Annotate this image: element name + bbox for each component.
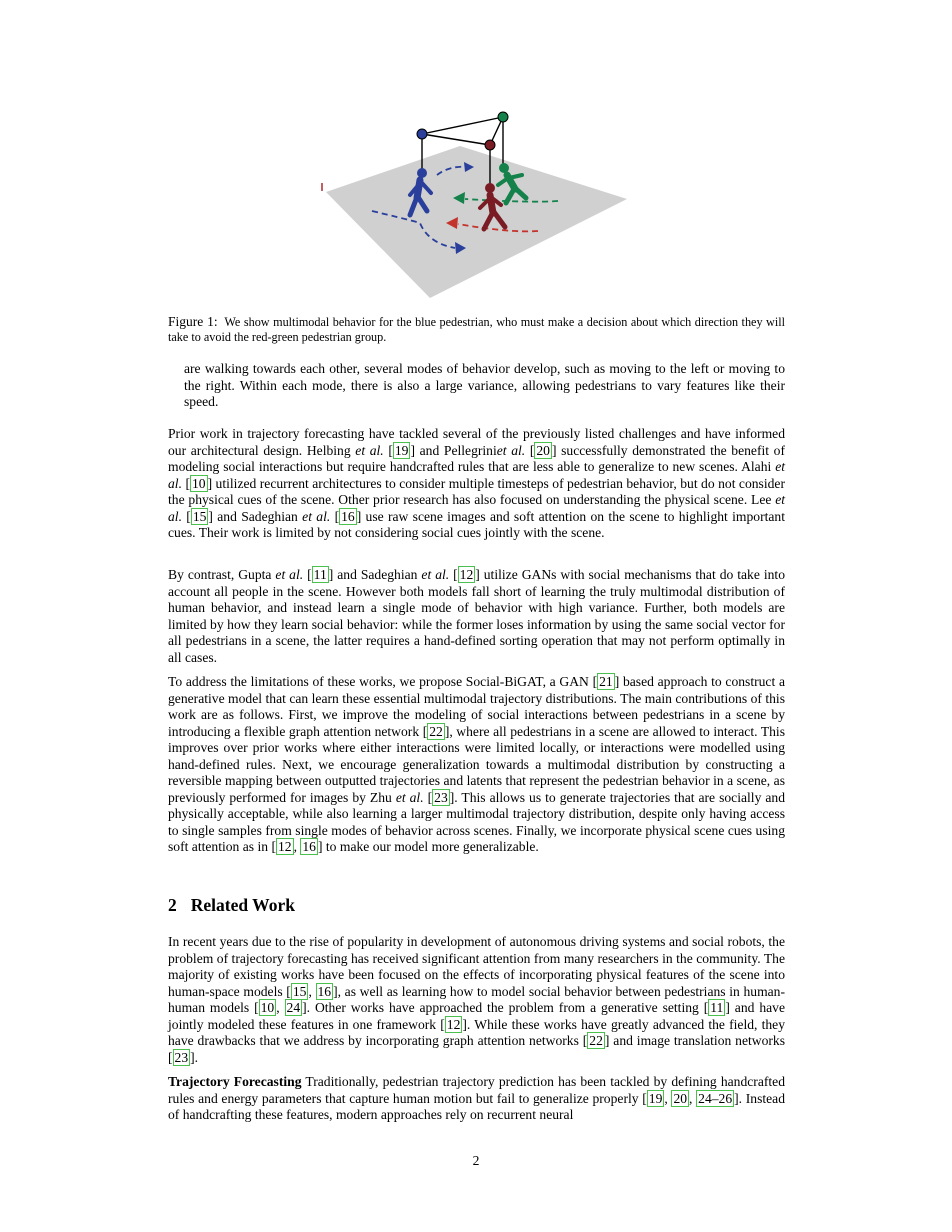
- citation-link[interactable]: 11: [313, 567, 327, 582]
- figure-1-caption: [168, 314, 785, 345]
- red-node: [485, 140, 495, 150]
- page-number: 2: [472, 1153, 480, 1168]
- citation-link[interactable]: 16: [302, 839, 316, 854]
- citation-link[interactable]: 11: [710, 1000, 724, 1015]
- citation-link[interactable]: 22: [589, 1033, 603, 1048]
- green-node: [498, 112, 508, 122]
- paragraph-continued: are walking towards each other, several modes of behavior develop, such as moving to the left or moving to the right. Within each mode, there is also a large variance, allowing pedestrians to vary features like their speed.: [184, 361, 785, 409]
- citation-link[interactable]: 12: [446, 1016, 461, 1032]
- caption-text: We show multimodal behavior for the blue pedestrian, who must make a decision about which direction they will take to avoid the red-green pedestrian group.: [168, 315, 786, 344]
- citation-link[interactable]: 24–26: [698, 1090, 733, 1106]
- section-heading: 2 Related Work: [168, 895, 295, 915]
- citation-link[interactable]: 15: [192, 508, 207, 524]
- citation-link[interactable]: 10: [260, 1000, 275, 1015]
- paragraph-by-contrast: By contrast, Gupta et al. [ 11 ] and Sadeghian et al. [ 12 ] utilize GANs with social mechanisms that do take into account all people in the scene. However both models fall short of learning the truly multimodal distribution of human behavior, and instead learn a single mode of behavior with high variance. Further, both models are limited by how they learn social behavior: while the former loses information by using the same social vector for all pedestrians in a scene, the latter requires a hand-defined sorting operation that may not perform optimally in all cases.: [168, 567, 785, 665]
- paragraph-heading: Trajectory Forecasting: [168, 1074, 302, 1089]
- citation-link[interactable]: 12: [459, 567, 474, 582]
- citation-link[interactable]: 24: [286, 1000, 301, 1015]
- paragraph-contributions: To address the limitations of these works, we propose Social-BiGAT, a GAN [ 21 ] based approach to construct a generative model that can learn these essential multimodal trajectory distributions. The main contributions of this work are as follows. First, we improve the modeling of social interactions between pedestrians in a scene by introducing a flexible graph attention network [ 22 ], where all pedestrians in a scene are allowed to interact. This improves over prior works where either interactions were limited locally, or interactions were modelled using hand-defined rules. Next, we encourage generalization towards a multimodal distribution by constructing a reversible mapping between outputted trajectories and latents that represent the pedestrian behavior in a scene, as previously performed for images by Zhu et al. [ 23 ]. This allows us to generate trajectories that are socially and physically acceptable, while also learning a larger multimodal trajectory distribution, despite only having access to single samples from single modes of behavior across scenes. Finally, we incorporate physical scene cues using soft attention as in [ 12 , 16 ] to make our model more generalizable.: [168, 674, 785, 854]
- citation-link[interactable]: 20: [536, 442, 550, 458]
- citation-link[interactable]: 12: [277, 839, 292, 854]
- citation-link[interactable]: 16: [317, 983, 332, 999]
- figure-1-illustration: [300, 105, 650, 305]
- paragraph-prior-work: Prior work in trajectory forecasting have tackled several of the previously listed challenges and have informed our architectural design. Helbing et al. [ 19 ] and Pellegriniet al. [ 20 ] successfully demonstrated the benefit of modeling social interactions but require handcrafted rules that are less able to generalize to new scenes. Alahi et al. [ 10 ] utilized recurrent architectures to consider multiple timesteps of pedestrian behavior, but do not consider the physical cues of the scene. Other prior research has also focused on understanding the physical scene. Lee et al. [ 15 ] and Sadeghian et al. [ 16 ] use raw scene images and soft attention on the scene to highlight important cues. Their work is limited by not considering social cues jointly with the scene.: [168, 426, 786, 540]
- citation-link[interactable]: 16: [341, 508, 355, 524]
- paragraph-related-work: In recent years due to the rise of popularity in development of autonomous driving systems and social robots, the problem of trajectory forecasting has received significant attention from many researchers in the community. The majority of existing works have been focused on the effects of incorporating physical features of the scene into human-space models [ 15 , 16 ], as well as learning how to model social behavior between pedestrians in human-human models [ 10 , 24 ]. Other works have approached the problem from a generative setting [ 11 ] and have jointly modeled these features in one framework [ 12 ]. While these works have greatly advanced the field, they have drawbacks that we address by incorporating graph attention networks [ 22 ] and image translation networks [ 23 ].: [168, 934, 785, 1065]
- figure-label: Figure 1:: [168, 314, 218, 329]
- ground-plane: [326, 146, 627, 298]
- citation-link[interactable]: 19: [648, 1090, 663, 1106]
- citation-link[interactable]: 19: [394, 442, 409, 458]
- blue-node: [417, 129, 427, 139]
- citation-link[interactable]: 21: [599, 674, 613, 689]
- citation-link[interactable]: 10: [191, 475, 206, 491]
- citation-link[interactable]: 20: [673, 1090, 688, 1106]
- citation-link[interactable]: 23: [434, 789, 448, 805]
- citation-link[interactable]: 15: [292, 983, 307, 999]
- paragraph-trajectory-forecasting: Trajectory Forecasting Traditionally, pedestrian trajectory prediction has been tackled by defining handcrafted rules and energy parameters that capture human motion but fail to generalize properly [ 19 , 20 , 24–26 ]. Instead of handcrafting these features, modern approaches rely on recurrent neural: [168, 1074, 785, 1122]
- citation-link[interactable]: 23: [174, 1049, 189, 1065]
- citation-link[interactable]: 22: [429, 723, 443, 739]
